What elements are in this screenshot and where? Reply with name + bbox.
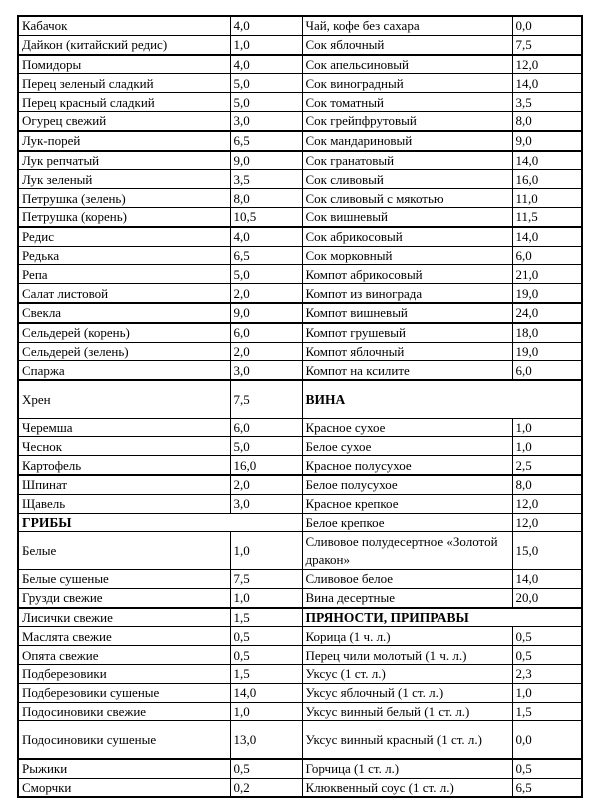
carbs-value: 3,5 — [512, 93, 582, 112]
item-name: Лук репчатый — [18, 151, 230, 170]
item-name: Кабачок — [18, 16, 230, 35]
table-row — [18, 246, 582, 265]
item-name: Салат листовой — [18, 284, 230, 303]
carbs-value: 6,5 — [230, 246, 302, 265]
carbs-value: 15,0 — [512, 532, 582, 570]
carbs-value: 13,0 — [230, 721, 302, 759]
item-name: Сливовое белое — [302, 569, 512, 588]
table-row — [18, 513, 582, 532]
carbs-value: 2,0 — [230, 284, 302, 303]
carbs-value: 14,0 — [512, 227, 582, 246]
carbohydrate-table — [17, 15, 583, 798]
carbs-value: 8,0 — [512, 111, 582, 130]
item-name: Сливовое полудесертное «Золотой дракон» — [302, 532, 512, 570]
table-row — [18, 608, 582, 627]
carbs-value: 18,0 — [512, 323, 582, 342]
item-name: Перец красный сладкий — [18, 93, 230, 112]
item-name: Свекла — [18, 303, 230, 323]
item-name: Подберезовики сушеные — [18, 683, 230, 702]
table-row — [18, 569, 582, 588]
carbs-value: 0,2 — [230, 778, 302, 797]
carbs-value: 1,5 — [230, 664, 302, 683]
table-row — [18, 111, 582, 130]
item-name: Огурец свежий — [18, 111, 230, 130]
carbs-value: 4,0 — [230, 16, 302, 35]
item-name: Компот абрикосовый — [302, 265, 512, 284]
carbs-value: 1,0 — [230, 702, 302, 721]
carbs-value: 16,0 — [512, 170, 582, 189]
carbs-value: 6,0 — [230, 418, 302, 437]
carbs-value: 1,0 — [230, 532, 302, 570]
item-name: Сельдерей (зелень) — [18, 342, 230, 361]
item-name: Перец чили молотый (1 ч. л.) — [302, 646, 512, 665]
item-name: Вина десертные — [302, 588, 512, 607]
section-header: ВИНА — [302, 380, 582, 418]
carbs-value: 6,5 — [230, 131, 302, 151]
carbs-value: 7,5 — [230, 569, 302, 588]
carbs-value: 7,5 — [512, 35, 582, 54]
item-name: Компот грушевый — [302, 323, 512, 342]
item-name: Сельдерей (корень) — [18, 323, 230, 342]
carbs-value: 12,0 — [512, 494, 582, 513]
carbs-value: 3,0 — [230, 111, 302, 130]
carbs-value: 1,0 — [230, 588, 302, 607]
carbs-value: 6,0 — [512, 361, 582, 380]
item-name: Спаржа — [18, 361, 230, 380]
carbs-value: 1,0 — [512, 418, 582, 437]
table-row — [18, 151, 582, 170]
carbs-value: 5,0 — [230, 265, 302, 284]
item-name: Дайкон (китайский редис) — [18, 35, 230, 54]
carbs-value: 0,5 — [512, 759, 582, 778]
item-name: Помидоры — [18, 55, 230, 74]
carbs-value: 8,0 — [512, 475, 582, 494]
carbs-value: 1,0 — [230, 35, 302, 54]
item-name: Чеснок — [18, 437, 230, 456]
item-name: Подосиновики свежие — [18, 702, 230, 721]
item-name: Компот вишневый — [302, 303, 512, 323]
item-name: Белое крепкое — [302, 513, 512, 532]
item-name: Сок сливовый с мякотью — [302, 189, 512, 208]
item-name: Белое полусухое — [302, 475, 512, 494]
table-row — [18, 189, 582, 208]
carbs-value: 2,3 — [512, 664, 582, 683]
item-name: Редис — [18, 227, 230, 246]
item-name: Петрушка (корень) — [18, 207, 230, 226]
item-name: Сок морковный — [302, 246, 512, 265]
item-name: Сок виноградный — [302, 74, 512, 93]
table-row — [18, 55, 582, 74]
item-name: Хрен — [18, 380, 230, 418]
item-name: Петрушка (зелень) — [18, 189, 230, 208]
table-row — [18, 93, 582, 112]
carbs-value: 5,0 — [230, 437, 302, 456]
item-name: Сок мандариновый — [302, 131, 512, 151]
table-row — [18, 342, 582, 361]
item-name: Лисички свежие — [18, 608, 230, 627]
carbs-value: 8,0 — [230, 189, 302, 208]
carbs-value: 16,0 — [230, 456, 302, 475]
carbs-value: 5,0 — [230, 74, 302, 93]
item-name: Лук зеленый — [18, 170, 230, 189]
item-name: Щавель — [18, 494, 230, 513]
carbs-value: 0,5 — [230, 759, 302, 778]
carbs-value: 7,5 — [230, 380, 302, 418]
carbs-value: 9,0 — [230, 151, 302, 170]
item-name: Лук-порей — [18, 131, 230, 151]
carbs-value: 0,5 — [230, 627, 302, 646]
carbs-value: 9,0 — [230, 303, 302, 323]
carbs-value: 0,5 — [230, 646, 302, 665]
carbs-value: 21,0 — [512, 265, 582, 284]
carbs-value: 4,0 — [230, 227, 302, 246]
carbs-value: 0,0 — [512, 721, 582, 759]
item-name: Белые сушеные — [18, 569, 230, 588]
table-row — [18, 170, 582, 189]
item-name: Белое сухое — [302, 437, 512, 456]
item-name: Перец зеленый сладкий — [18, 74, 230, 93]
table-row — [18, 475, 582, 494]
carbs-value: 9,0 — [512, 131, 582, 151]
table-row — [18, 418, 582, 437]
carbs-value: 19,0 — [512, 342, 582, 361]
carbs-value: 1,5 — [512, 702, 582, 721]
carbs-value: 3,5 — [230, 170, 302, 189]
carbs-value: 5,0 — [230, 93, 302, 112]
item-name: Белые — [18, 532, 230, 570]
carbs-value: 2,5 — [512, 456, 582, 475]
table-row — [18, 532, 582, 570]
carbs-value: 10,5 — [230, 207, 302, 226]
table-row — [18, 35, 582, 54]
item-name: Чай, кофе без сахара — [302, 16, 512, 35]
item-name: Корица (1 ч. л.) — [302, 627, 512, 646]
item-name: Сок абрикосовый — [302, 227, 512, 246]
table-row — [18, 380, 582, 418]
item-name: Красное полусухое — [302, 456, 512, 475]
item-name: Маслята свежие — [18, 627, 230, 646]
carbs-value: 4,0 — [230, 55, 302, 74]
table-row — [18, 265, 582, 284]
table-body — [18, 16, 582, 797]
item-name: Красное сухое — [302, 418, 512, 437]
carbs-value: 19,0 — [512, 284, 582, 303]
carbs-value: 1,5 — [230, 608, 302, 627]
item-name: Сок апельсиновый — [302, 55, 512, 74]
item-name: Уксус (1 ст. л.) — [302, 664, 512, 683]
carbs-value: 3,0 — [230, 494, 302, 513]
carbs-value: 0,5 — [512, 646, 582, 665]
carbs-value: 14,0 — [230, 683, 302, 702]
table-row — [18, 361, 582, 380]
table-row — [18, 494, 582, 513]
table-row — [18, 456, 582, 475]
carbs-value: 20,0 — [512, 588, 582, 607]
carbs-value: 3,0 — [230, 361, 302, 380]
item-name: Репа — [18, 265, 230, 284]
carbs-value: 6,0 — [512, 246, 582, 265]
section-header: ПРЯНОСТИ, ПРИПРАВЫ — [302, 608, 582, 627]
item-name: Сморчки — [18, 778, 230, 797]
item-name: Черемша — [18, 418, 230, 437]
carbs-value: 0,0 — [512, 16, 582, 35]
item-name: Горчица (1 ст. л.) — [302, 759, 512, 778]
item-name: Сок яблочный — [302, 35, 512, 54]
table-row — [18, 437, 582, 456]
carbs-value: 14,0 — [512, 569, 582, 588]
carbs-value: 24,0 — [512, 303, 582, 323]
carbs-value: 14,0 — [512, 74, 582, 93]
carbs-value: 14,0 — [512, 151, 582, 170]
item-name: Рыжики — [18, 759, 230, 778]
carbs-value: 6,0 — [230, 323, 302, 342]
item-name: Уксус винный красный (1 ст. л.) — [302, 721, 512, 759]
item-name: Редька — [18, 246, 230, 265]
item-name: Сок грейпфрутовый — [302, 111, 512, 130]
item-name: Подосиновики сушеные — [18, 721, 230, 759]
item-name: Сок гранатовый — [302, 151, 512, 170]
item-name: Красное крепкое — [302, 494, 512, 513]
item-name: Уксус яблочный (1 ст. л.) — [302, 683, 512, 702]
carbs-value: 11,0 — [512, 189, 582, 208]
item-name: Уксус винный белый (1 ст. л.) — [302, 702, 512, 721]
table-row — [18, 284, 582, 303]
item-name: Грузди свежие — [18, 588, 230, 607]
item-name: Картофель — [18, 456, 230, 475]
item-name: Сок томатный — [302, 93, 512, 112]
item-name: Шпинат — [18, 475, 230, 494]
table-row — [18, 323, 582, 342]
item-name: Компот яблочный — [302, 342, 512, 361]
table-row — [18, 664, 582, 683]
item-name: Сок сливовый — [302, 170, 512, 189]
carbs-value: 2,0 — [230, 342, 302, 361]
table-row — [18, 303, 582, 323]
carbs-value: 1,0 — [512, 437, 582, 456]
table-row — [18, 683, 582, 702]
carbs-value: 12,0 — [512, 55, 582, 74]
table-row — [18, 646, 582, 665]
table-row — [18, 74, 582, 93]
carbs-value: 2,0 — [230, 475, 302, 494]
item-name: Компот на ксилите — [302, 361, 512, 380]
carbs-value: 0,5 — [512, 627, 582, 646]
section-header: ГРИБЫ — [18, 513, 302, 532]
item-name: Сок вишневый — [302, 207, 512, 226]
item-name: Клюквенный соус (1 ст. л.) — [302, 778, 512, 797]
table-row — [18, 227, 582, 246]
carbs-value: 12,0 — [512, 513, 582, 532]
table-row — [18, 702, 582, 721]
table-row — [18, 759, 582, 778]
table-row — [18, 627, 582, 646]
table-row — [18, 16, 582, 35]
carbs-value: 6,5 — [512, 778, 582, 797]
item-name: Опята свежие — [18, 646, 230, 665]
item-name: Компот из винограда — [302, 284, 512, 303]
table-row — [18, 588, 582, 607]
table-row — [18, 131, 582, 151]
table-row — [18, 778, 582, 797]
item-name: Подберезовики — [18, 664, 230, 683]
table-row — [18, 721, 582, 759]
carbs-value: 11,5 — [512, 207, 582, 226]
table-row — [18, 207, 582, 226]
carbs-value: 1,0 — [512, 683, 582, 702]
